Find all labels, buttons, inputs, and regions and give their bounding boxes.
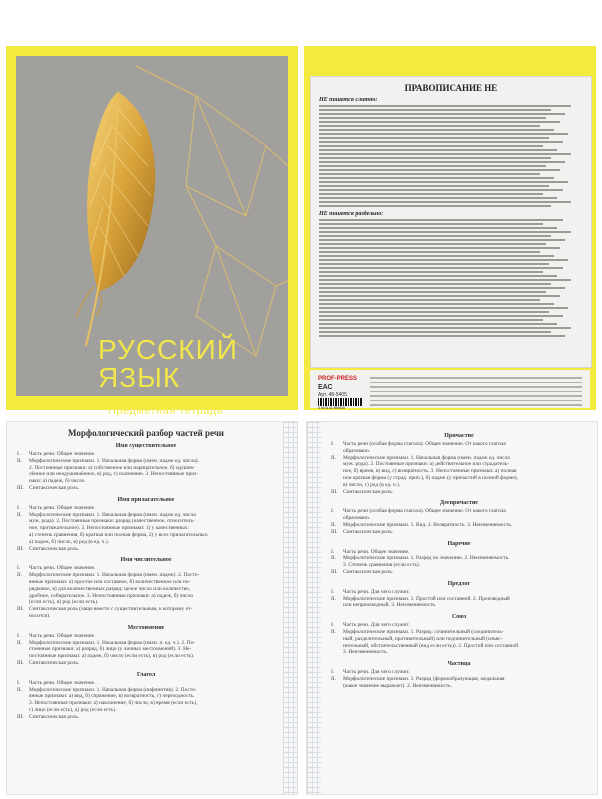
rule-text-line xyxy=(319,307,568,309)
rule-text-line xyxy=(319,153,571,155)
item-number: II. xyxy=(331,555,336,562)
rules-text-together xyxy=(311,105,591,207)
item-number: I. xyxy=(17,565,21,572)
item-text: Морфологические признаки. 1. Разряд: сочинительный (соединитель- xyxy=(343,628,504,635)
section-title: Союз xyxy=(451,614,467,621)
list-item xyxy=(331,643,587,650)
rule-text-line xyxy=(319,169,560,171)
item-text: янные признаки: а) простое или составное, б) количественное или по- xyxy=(29,578,191,585)
item-text: Морфологические признаки. 1. Разряд (формообразующая, модальная xyxy=(343,675,505,682)
item-number: I. xyxy=(17,504,21,511)
list-item xyxy=(17,613,275,620)
list-item xyxy=(331,589,587,596)
item-text: Часть речи. Для чего служит. xyxy=(343,622,410,629)
rule-text-line xyxy=(319,137,549,139)
item-text: янные признаки: а) вид, б) спряжение, в) возвратность, г) переходность. xyxy=(29,693,195,700)
item-text: или краткая форма (у страд. прич.), б) падеж (у причастий в полной форме), xyxy=(343,474,518,481)
rule-text-line xyxy=(319,201,571,203)
list-item xyxy=(17,700,275,707)
rule-text-line xyxy=(319,299,540,301)
list-item xyxy=(17,525,275,532)
list-item xyxy=(331,622,587,629)
rule-text-line xyxy=(319,279,571,281)
item-text: 3. Непостоянные признаки: а) наклонение, б) число, в) время (если есть), xyxy=(29,700,198,707)
rule-text-line xyxy=(319,291,546,293)
list-item xyxy=(331,683,587,690)
item-text: Часть речи (особая форма глагола). Общее значение. От какого глагола xyxy=(343,508,506,515)
list-item xyxy=(17,458,275,465)
list-item xyxy=(331,562,587,569)
rule-text-line xyxy=(319,109,551,111)
list-item xyxy=(331,468,587,475)
rule-text-line xyxy=(319,283,551,285)
rule-text-line xyxy=(319,231,571,233)
item-text: Синтаксическая роль. xyxy=(29,713,80,720)
publisher-info xyxy=(370,374,582,409)
item-text: Синтаксическая роль. xyxy=(343,568,394,575)
feather-illustration xyxy=(46,86,186,356)
rule-text-line xyxy=(319,205,551,207)
rule-text-line xyxy=(319,121,560,123)
item-number: III. xyxy=(17,606,24,613)
item-number: I. xyxy=(17,632,21,639)
rule-text-line xyxy=(319,117,546,119)
rule-text-line xyxy=(319,157,551,159)
item-number: I. xyxy=(331,588,335,595)
item-text: 2. Постоянные признаки: а) собственное или нарицательное, б) одушев- xyxy=(29,464,195,471)
item-number: II. xyxy=(331,595,336,602)
list-item xyxy=(331,489,587,496)
section-title: Имя прилагательное xyxy=(117,496,175,503)
list-item xyxy=(17,579,275,586)
back-footer xyxy=(310,370,590,408)
item-number: II. xyxy=(17,511,22,518)
list-item xyxy=(17,485,275,492)
rule-text-line xyxy=(319,161,565,163)
section-title: Имя существительное xyxy=(115,443,177,449)
list-item xyxy=(331,636,587,643)
item-number: I. xyxy=(331,669,335,676)
item-number: I. xyxy=(331,548,335,555)
rule-text-line xyxy=(319,227,557,229)
rule-text-line xyxy=(319,165,546,167)
item-text: Морфологические признаки. 1. Вид. 2. Возвратность. 3. Неизменяемость. xyxy=(343,521,513,528)
rule-text-line xyxy=(319,105,571,107)
item-text: Морфологические признаки. 1. Начальная форма (имен. падеж ед. числа xyxy=(343,454,510,461)
rule-text-line xyxy=(319,331,551,333)
item-text: Синтаксическая роль. xyxy=(29,545,80,552)
list-item xyxy=(331,522,587,529)
item-number: II. xyxy=(17,572,22,579)
article-number: Арт. 48-5405 xyxy=(318,392,347,398)
item-number: III. xyxy=(331,488,338,495)
list-item xyxy=(331,649,587,656)
item-number: II. xyxy=(331,521,336,528)
item-text: или непроизводный. 3. Неизменяемость. xyxy=(343,602,437,609)
rule-text-line xyxy=(319,255,554,257)
cover-subtitle-line-1: Предметная тетрадь xyxy=(108,405,223,417)
item-text: Синтаксическая роль. xyxy=(29,484,80,491)
item-text: (если есть), в) род (если есть). xyxy=(29,599,99,606)
brand-logo: PROF-PRESS xyxy=(318,376,358,382)
rule-text-line xyxy=(319,219,563,221)
rule-text-line xyxy=(319,173,540,175)
item-number: II. xyxy=(331,628,336,635)
item-text: Морфологические признаки. 1. Простой или составной. 2. Производный xyxy=(343,595,510,602)
eac-mark: ЕАС xyxy=(318,384,333,391)
item-number: III. xyxy=(17,484,24,491)
item-text: Морфологические признаки. 1. Начальная форма (имен. падеж ед. числа). xyxy=(29,457,199,464)
section-title: Наречие xyxy=(447,540,471,547)
item-text: Синтаксическая роль. xyxy=(29,659,80,666)
list-item xyxy=(17,546,275,553)
item-text: Часть речи. Общее значение. xyxy=(29,679,96,686)
rule-text-line xyxy=(319,129,554,131)
list-item xyxy=(17,478,275,485)
rule-text-line xyxy=(319,223,543,225)
rules-text-apart xyxy=(311,219,591,337)
rule-text-line xyxy=(319,243,546,245)
item-text: ное, притяжательное). 3. Непостоянные признаки: 1) у качественных: xyxy=(29,525,189,532)
item-text: Часть речи. Для чего служит. xyxy=(343,588,410,595)
item-number: I. xyxy=(331,508,335,515)
item-number: II. xyxy=(331,454,336,461)
item-text: наки: а) падеж, б) число. xyxy=(29,478,86,485)
item-text: ное, б) время, в) вид, г) возвратность. 3. Непостоянные признаки: а) полная xyxy=(343,468,517,475)
item-number: III. xyxy=(17,659,24,666)
item-number: II. xyxy=(17,639,22,646)
item-number: III. xyxy=(331,568,338,575)
item-text: а) степень сравнения, б) краткая или полная форма, 2) у всех прилагательных: xyxy=(29,531,209,538)
item-text: образовано. xyxy=(343,447,371,454)
item-text: Часть речи (особая форма глагола). Общее значение. От какого глагола xyxy=(343,441,506,447)
cover-title-line-2: ЯЗЫК xyxy=(98,362,181,393)
item-text: дробное, собирательное. 3. Непостоянные признаки: а) падеж, б) число xyxy=(29,592,194,599)
list-item xyxy=(17,451,275,458)
list-item xyxy=(17,653,275,660)
list-item xyxy=(17,707,275,714)
section-title: Местоимение xyxy=(127,624,165,631)
rule-text-line xyxy=(319,311,549,313)
list-item xyxy=(331,669,587,676)
list-item xyxy=(17,680,275,687)
list-item xyxy=(17,714,275,721)
rule-text-line xyxy=(319,287,565,289)
rule-text-line xyxy=(319,267,563,269)
item-text: Часть речи. Общее значение. xyxy=(29,565,96,572)
item-text: Синтаксическая роль. xyxy=(343,488,394,495)
item-text: в) число, г) род (в ед. ч.). xyxy=(343,481,401,488)
rule-text-line xyxy=(319,295,560,297)
item-text: стоянные признаки: а) разряд, б) лицо (у личных местоимений). 3. Не- xyxy=(29,646,192,653)
rule-text-line xyxy=(319,303,554,305)
item-number: III. xyxy=(331,528,338,535)
item-text: муж. рода). 2. Постоянные признаки: разряд (качественное, относитель- xyxy=(29,518,195,525)
rule-text-line xyxy=(319,323,557,325)
list-item xyxy=(331,602,587,609)
item-text: Морфологические признаки. 1. Начальная форма (имен. п. ед. ч.). 2. По- xyxy=(29,639,196,646)
item-text: Синтаксическая роль. xyxy=(343,528,394,535)
grid-margin xyxy=(307,422,321,794)
item-text: лённое или неодушевлённое, в) род, г) склонение. 3. Непостоянные приз- xyxy=(29,471,199,478)
item-text: г) лицо (если есть), д) род (если есть). xyxy=(29,706,117,713)
left-sections xyxy=(11,443,281,721)
rule-text-line xyxy=(319,113,565,115)
list-item xyxy=(331,475,587,482)
rule-text-line xyxy=(319,275,557,277)
rule-text-line xyxy=(319,235,551,237)
item-text: нительный, обстоятельственный (вид если есть)). 2. Простой или составной. xyxy=(343,642,520,649)
item-number: III. xyxy=(17,545,24,552)
front-cover xyxy=(6,46,298,417)
item-text: Морфологические признаки. 1. Начальная форма (имен. падеж). 2. Посто- xyxy=(29,572,200,579)
item-text: Часть речи. Общее значение. xyxy=(29,504,96,511)
list-item xyxy=(17,532,275,539)
section-title: Причастие xyxy=(444,433,474,439)
item-text: Часть речи. Общее значение. xyxy=(29,451,96,457)
rule-text-line xyxy=(319,259,568,261)
list-item xyxy=(17,586,275,593)
list-item xyxy=(331,569,587,576)
list-item xyxy=(17,633,275,640)
barcode-icon xyxy=(318,398,362,406)
section-title: Частица xyxy=(447,661,471,668)
item-number: II. xyxy=(17,457,22,464)
right-page xyxy=(306,421,598,795)
rule-text-line xyxy=(319,263,549,265)
rule-text-line xyxy=(319,335,565,337)
page-heading: Морфологический разбор частей речи xyxy=(67,428,224,438)
list-item xyxy=(17,539,275,546)
item-text: муж. рода). 2. Постоянные признаки: а) действительное или страдатель- xyxy=(343,461,509,468)
item-text: Часть речи. Для чего служит. xyxy=(343,669,410,676)
item-text: 3. Неизменяемость. xyxy=(343,649,388,656)
rule-text-line xyxy=(319,193,543,195)
list-item xyxy=(331,515,587,522)
front-cover-panel xyxy=(16,56,288,417)
rule-text-line xyxy=(319,185,549,187)
item-text: Морфологические признаки. 1. Начальная форма (имен. падеж ед. числа xyxy=(29,511,196,518)
item-text: Синтаксическая роль (чаще вместе с существительным, к которому от- xyxy=(29,606,193,613)
rule-text-line xyxy=(319,271,543,273)
rules-title: ПРАВОПИСАНИЕ НЕ xyxy=(404,83,498,93)
cover-title-line-1: РУССКИЙ xyxy=(98,334,238,365)
list-item xyxy=(17,660,275,667)
rule-text-line xyxy=(319,315,563,317)
right-sections xyxy=(325,433,593,690)
rule-text-line xyxy=(319,247,560,249)
item-text: Морфологические признаки. 1. Разряд по значению. 2. Неизменяемость. xyxy=(343,555,510,562)
section-title: Глагол xyxy=(136,671,156,678)
list-item xyxy=(331,448,587,455)
item-text: а) падеж, б) число, в) род (в ед. ч.). xyxy=(29,538,109,545)
list-item xyxy=(331,441,587,448)
rules-panel xyxy=(310,76,592,368)
rule-text-line xyxy=(319,251,540,253)
list-item xyxy=(331,482,587,489)
grid-margin xyxy=(283,422,297,794)
rule-text-line xyxy=(319,239,565,241)
rules-section-together: НЕ пишется слитно: xyxy=(319,97,378,103)
item-text: 3. Степень сравнения (если есть). xyxy=(343,562,421,569)
item-number: III. xyxy=(17,713,24,720)
item-number: I. xyxy=(331,441,335,447)
rule-text-line xyxy=(319,141,563,143)
item-text: Морфологические признаки. 1. Начальная форма (инфинитив). 2. Посто- xyxy=(29,686,197,693)
item-number: II. xyxy=(17,686,22,693)
item-text: постоянные признаки: а) падеж, б) число (если есть), в) род (если есть). xyxy=(29,653,195,660)
cover-title xyxy=(98,336,238,392)
item-number: I. xyxy=(17,679,21,686)
item-text: Часть речи. Общее значение. xyxy=(343,548,410,555)
list-item xyxy=(17,606,275,613)
item-number: II. xyxy=(331,675,336,682)
rule-text-line xyxy=(319,327,571,329)
item-text: образовано. xyxy=(343,515,371,522)
section-title: Предлог xyxy=(447,580,471,587)
list-item xyxy=(17,572,275,579)
back-cover xyxy=(304,46,596,410)
item-text: носится). xyxy=(29,612,51,619)
rule-text-line xyxy=(319,125,540,127)
list-item xyxy=(331,629,587,636)
list-item xyxy=(331,676,587,683)
section-title: Деепричастие xyxy=(440,500,478,507)
rule-text-line xyxy=(319,197,557,199)
item-text: Часть речи. Общее значение. xyxy=(29,632,96,639)
item-text: ный, разделительный, противительный) или подчинительный (изъяс- xyxy=(343,635,503,642)
rules-section-apart: НЕ пишется раздельно: xyxy=(319,211,384,217)
item-number: I. xyxy=(17,451,21,457)
rule-text-line xyxy=(319,177,554,179)
rule-text-line xyxy=(319,133,568,135)
rule-text-line xyxy=(319,149,557,151)
left-page xyxy=(6,421,298,795)
rule-text-line xyxy=(319,319,543,321)
item-text: (какое значение выражает). 2. Неизменяемость. xyxy=(343,682,452,689)
rule-text-line xyxy=(319,145,543,147)
list-item xyxy=(17,505,275,512)
item-number: I. xyxy=(331,622,335,629)
list-item xyxy=(331,529,587,536)
rule-text-line xyxy=(319,189,563,191)
barcode-number: 4 610141 856920 xyxy=(318,406,346,410)
rule-text-line xyxy=(319,181,568,183)
item-text: рядковое, в) для количественных разряд: целое число или количество, xyxy=(29,585,191,592)
section-title: Имя числительное xyxy=(120,557,172,564)
